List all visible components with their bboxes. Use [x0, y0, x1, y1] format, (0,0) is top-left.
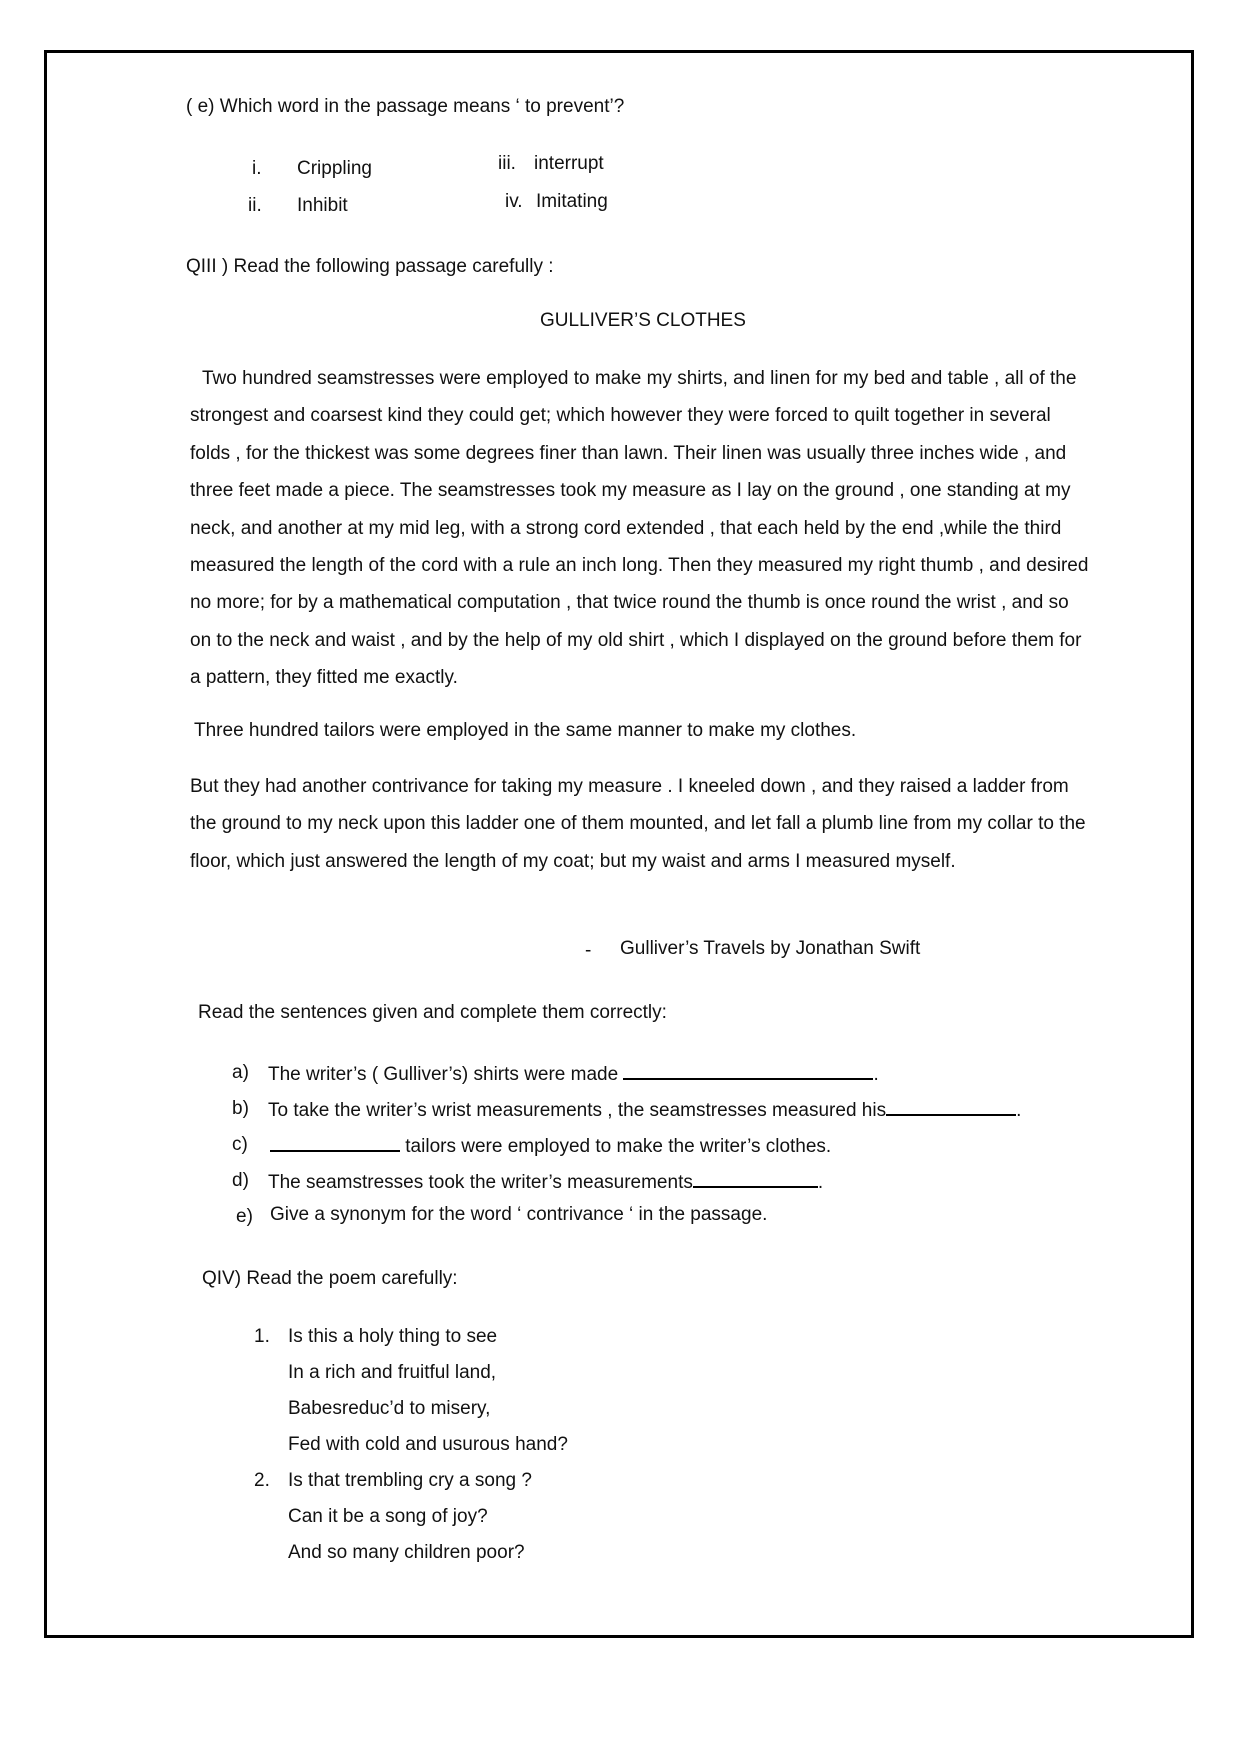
- option-num: iii.: [498, 153, 516, 174]
- section-heading-q3: QIII ) Read the following passage carefully :: [186, 256, 554, 277]
- item-d: [268, 1168, 823, 1195]
- passage-paragraph-3: But they had another contrivance for taking my measure . I kneeled down , and they raised a ladder from the ground to my neck upon this ladder one of them mounted, and let fall a plumb line from my collar to the floor, which just answered the length of my coat; but my waist and arms I measured myself.: [190, 776, 1086, 872]
- passage-paragraph-2: Three hundred tailors were employed in the same manner to make my clothes.: [194, 720, 857, 741]
- item-text: The writer’s ( Gulliver’s) shirts were made: [268, 1064, 619, 1085]
- item-end: .: [817, 1172, 824, 1193]
- item-e: Give a synonym for the word ‘ contrivance ‘ in the passage.: [270, 1204, 768, 1225]
- stanza-number: 2.: [254, 1470, 270, 1491]
- poem-line: Is this a holy thing to see: [288, 1326, 498, 1347]
- item-text: tailors were employed to make the writer’s clothes.: [405, 1136, 832, 1157]
- option-text: Inhibit: [297, 195, 348, 216]
- item-text: The seamstresses took the writer’s measurements: [268, 1172, 693, 1193]
- option-num: ii.: [248, 195, 262, 216]
- item-b: [268, 1096, 1021, 1123]
- stanza-number: 1.: [254, 1326, 270, 1347]
- item-end: .: [873, 1064, 879, 1085]
- option-text: Crippling: [297, 158, 372, 179]
- answer-blank[interactable]: [693, 1168, 818, 1188]
- passage-title: GULLIVER’S CLOTHES: [540, 310, 746, 331]
- poem-line: Can it be a song of joy?: [288, 1506, 488, 1527]
- passage-source: Gulliver’s Travels by Jonathan Swift: [620, 938, 921, 959]
- option-num: iv.: [505, 191, 523, 212]
- item-label: a): [232, 1062, 249, 1083]
- item-label: e): [236, 1206, 253, 1227]
- passage-paragraph-1: Two hundred seamstresses were employed to make my shirts, and linen for my bed and table , all of the strongest and coarsest kind they could get; which however they were forced to quilt together in several folds , for the thickest was some degrees finer than lawn. Their linen was usually three inches wide , and three feet made a piece. The seamstresses took my measure as I lay on the ground , one standing at my neck, and another at my mid leg, with a strong cord extended , that each held by the end ,while the third measured the length of the cord with a rule an inch long. Then they measured my right thumb , and desired no more; for by a mathematical computation , that twice round the thumb is once round the wrist , and so on to the neck and waist , and by the help of my old shirt , which I displayed on the ground before them for a pattern, they fitted me exactly.: [190, 368, 1089, 689]
- poem-line: Is that trembling cry a song ?: [288, 1470, 532, 1491]
- source-dash: -: [585, 940, 592, 961]
- poem-line: Babesreduc’d to misery,: [288, 1398, 491, 1419]
- option-text: interrupt: [534, 153, 604, 174]
- item-label: c): [232, 1134, 248, 1155]
- item-label: b): [232, 1098, 249, 1119]
- option-num: i.: [252, 158, 262, 179]
- item-label: d): [232, 1170, 249, 1191]
- option-text: Imitating: [536, 191, 608, 212]
- item-a: [268, 1060, 879, 1087]
- item-text: To take the writer’s wrist measurements , the seamstresses measured his: [268, 1100, 887, 1121]
- poem-line: In a rich and fruitful land,: [288, 1362, 497, 1383]
- question-e: ( e) Which word in the passage means ‘ to prevent’?: [186, 96, 625, 117]
- poem-line: And so many children poor?: [288, 1542, 525, 1563]
- answer-blank[interactable]: [886, 1096, 1016, 1116]
- answer-blank[interactable]: [270, 1132, 400, 1152]
- item-c: [270, 1132, 831, 1159]
- answer-blank[interactable]: [623, 1060, 873, 1080]
- instruction: Read the sentences given and complete them correctly:: [198, 1002, 667, 1023]
- section-heading-q4: QIV) Read the poem carefully:: [202, 1268, 458, 1289]
- item-end: .: [1016, 1100, 1022, 1121]
- poem-line: Fed with cold and usurous hand?: [288, 1434, 568, 1455]
